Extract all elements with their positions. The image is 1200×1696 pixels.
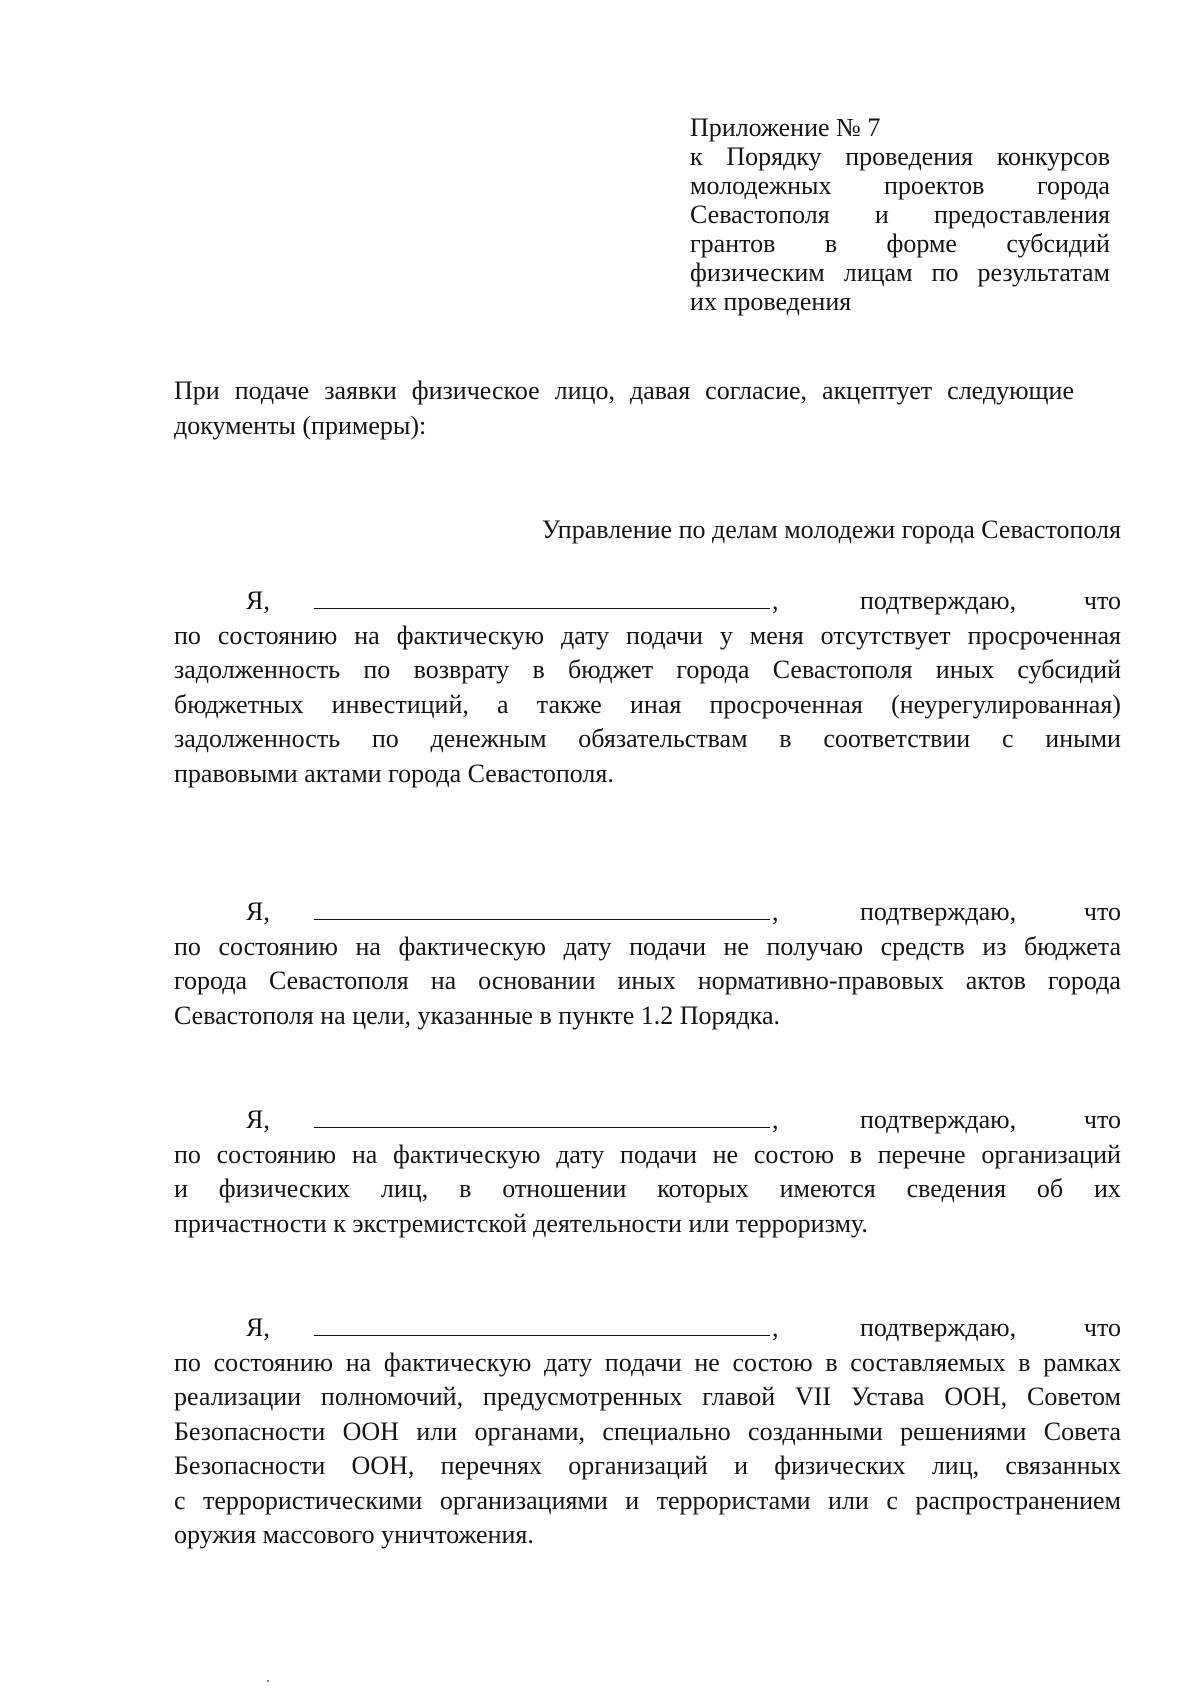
word: отношении: [502, 1174, 627, 1203]
paragraph-line-text: [174, 688, 1121, 723]
word: или: [416, 1416, 458, 1446]
word: в: [459, 1174, 472, 1203]
paragraph-line-text: [174, 930, 1121, 965]
word: распространением: [915, 1485, 1121, 1515]
paragraph-line: [174, 1484, 1121, 1519]
word: лицам: [843, 258, 913, 287]
word: которых: [657, 1174, 749, 1203]
word: бюджета: [1024, 931, 1121, 961]
addressee: Управление по делам молодежи города Севастополя: [541, 515, 1121, 544]
word: лиц,: [380, 1174, 429, 1203]
paragraph-line: [174, 688, 1121, 723]
word: Севастополя: [772, 655, 913, 684]
paragraph-line-text: [174, 653, 1121, 688]
word: предусмотренных: [482, 1382, 683, 1411]
word: форме: [886, 229, 957, 258]
word: дату: [563, 931, 612, 961]
paragraph-line: [174, 1518, 1121, 1553]
paragraph-line: [174, 722, 1121, 757]
paragraph-line: [174, 1207, 1121, 1242]
word: связанных: [1005, 1451, 1121, 1480]
word: террористическими: [203, 1485, 423, 1515]
word: с: [174, 1485, 186, 1515]
word: на: [351, 1139, 378, 1169]
word: с: [886, 1485, 898, 1515]
paragraph-line-text: [174, 619, 1121, 654]
paragraph-line-text: правовыми актами города Севастополя.: [174, 758, 614, 788]
word: состоянию: [217, 620, 338, 650]
word: у: [719, 620, 733, 650]
word: в: [825, 1347, 838, 1377]
paragraph-line-text: [174, 1415, 1121, 1450]
paragraph-line-text: [174, 1346, 1121, 1381]
confirm-word: подтверждаю,: [860, 897, 1017, 926]
paragraph-line-text: [174, 1449, 1121, 1484]
paragraph-line: [174, 1346, 1121, 1381]
word: грантов: [690, 229, 776, 258]
word: специально: [602, 1416, 731, 1446]
word: в: [1018, 1347, 1031, 1377]
word: получаю: [766, 931, 864, 961]
scan-speck: [267, 1680, 269, 1682]
word: Советом: [1027, 1382, 1121, 1411]
word: состоянию: [218, 931, 338, 961]
word: и: [174, 1174, 188, 1203]
word: и: [625, 1485, 640, 1515]
word: по: [363, 655, 391, 684]
word: Безопасности: [174, 1416, 326, 1446]
word: ООН,: [944, 1382, 1008, 1411]
comma: ,: [772, 586, 779, 615]
word: в: [824, 229, 838, 258]
word: перечнях: [440, 1451, 542, 1480]
word: обязательствам: [578, 724, 748, 753]
confirm-word: подтверждаю,: [860, 1313, 1017, 1342]
word: или: [828, 1485, 869, 1515]
appendix-line: их проведения: [690, 287, 852, 316]
word: конкурсов: [996, 142, 1110, 171]
word: бюджетных: [174, 689, 304, 719]
appendix-line: [690, 171, 1110, 200]
word: по: [931, 258, 959, 287]
word: Севастополя: [269, 966, 409, 995]
word: Безопасности: [174, 1451, 326, 1480]
paragraph-line: [174, 1449, 1121, 1484]
word: актов: [965, 966, 1026, 995]
word: дату: [556, 1139, 605, 1169]
word: иных: [935, 655, 995, 684]
word: проведения: [845, 142, 974, 171]
paragraph-line: [174, 653, 1121, 688]
word: задолженность: [174, 724, 341, 753]
word: составляемых: [850, 1347, 1006, 1377]
word: об: [1036, 1174, 1064, 1203]
paragraph-line: [174, 1415, 1121, 1450]
word: перечне: [877, 1139, 966, 1169]
paragraph-line-text: [174, 1138, 1121, 1173]
word: фактическую: [396, 620, 545, 650]
word: в: [532, 655, 545, 684]
word: проектов: [884, 171, 985, 200]
word: бюджет: [568, 655, 654, 684]
word: отсутствует: [820, 620, 951, 650]
word: также: [536, 689, 602, 719]
confirm-word: подтверждаю,: [860, 586, 1017, 615]
word: из: [982, 931, 1007, 961]
word: субсидий: [1006, 229, 1110, 258]
intro-line: [174, 373, 1074, 408]
word: не: [712, 1139, 739, 1169]
word: города: [1047, 966, 1121, 995]
paragraph-line: [174, 1380, 1121, 1415]
word: состоянию: [216, 1139, 337, 1169]
word: следующие: [947, 376, 1074, 405]
comma: ,: [772, 1105, 779, 1134]
paragraph-line-text: [174, 722, 1121, 757]
word: органами,: [474, 1416, 585, 1446]
word: субсидий: [1017, 655, 1121, 684]
word: денежным: [430, 724, 547, 753]
confirmation-heading-row: [174, 1101, 1121, 1138]
word: состою: [753, 1139, 834, 1169]
word: фактическую: [393, 1139, 541, 1169]
paragraph-line-text: оружия массового уничтожения.: [174, 1520, 534, 1549]
paragraph-line-text: [174, 1380, 1121, 1415]
word: дату: [544, 1347, 593, 1377]
word: физическим: [690, 258, 825, 287]
word: главой: [702, 1382, 776, 1411]
appendix-title: Приложение № 7: [690, 113, 881, 142]
word: Севастополя: [690, 200, 830, 229]
word: подачи: [626, 620, 703, 650]
comma: ,: [772, 897, 779, 926]
word: результатам: [977, 258, 1110, 287]
word: просроченная: [709, 689, 863, 719]
word: на: [430, 966, 457, 995]
word: физическое: [411, 376, 540, 405]
word: на: [355, 931, 381, 961]
word: по: [174, 1139, 201, 1169]
comma: ,: [772, 1313, 779, 1342]
word: сведения: [906, 1174, 1007, 1203]
word: лиц,: [931, 1451, 980, 1480]
word: решениями: [900, 1416, 1027, 1446]
word: подачи: [620, 1139, 697, 1169]
word: состою: [732, 1347, 813, 1377]
word: инвестиций,: [331, 689, 469, 719]
word: Устава: [850, 1382, 925, 1411]
paragraph-line-text: [174, 1484, 1121, 1519]
intro-text: [174, 373, 1114, 443]
word: задолженность: [174, 655, 341, 684]
appendix-line: [690, 200, 1110, 229]
word: подачи: [604, 1347, 682, 1377]
pronoun-label: Я,: [246, 586, 270, 615]
confirmation-heading-row: [174, 1309, 1121, 1346]
paragraph-line: [174, 1172, 1121, 1207]
word: на: [345, 1347, 372, 1377]
name-blank-line[interactable]: [314, 582, 770, 609]
word: физических: [774, 1451, 906, 1480]
word: на: [354, 620, 380, 650]
word: по: [174, 1347, 201, 1377]
word: подаче: [234, 376, 310, 405]
paragraph-line-text: Севастополя на цели, указанные в пункте 1.2 Порядка.: [174, 1000, 780, 1030]
paragraph-line: [174, 757, 1121, 792]
word: иная: [629, 689, 682, 719]
word: ООН: [342, 1416, 399, 1446]
appendix-line: [690, 258, 1110, 287]
word: террористами: [656, 1485, 811, 1515]
that-word: что: [1083, 1105, 1121, 1134]
confirmation-heading-row: [174, 582, 1121, 619]
word: заявки: [324, 376, 397, 405]
word: физических: [218, 1174, 351, 1203]
word: подачи: [629, 931, 706, 961]
word: по: [174, 931, 201, 961]
pronoun-label: Я,: [246, 1313, 270, 1342]
confirmation-paragraph-4: [174, 1309, 1121, 1553]
word: давая: [629, 376, 691, 405]
word: организациями: [439, 1485, 608, 1515]
confirm-word: подтверждаю,: [860, 1105, 1017, 1134]
appendix-line: [690, 142, 1110, 171]
confirmation-paragraph-1: [174, 582, 1121, 791]
appendix-line: [690, 229, 1110, 258]
paragraph-line: [174, 619, 1121, 654]
name-blank-line[interactable]: [314, 1309, 770, 1336]
word: согласие,: [705, 376, 808, 405]
paragraph-line-text: [174, 964, 1121, 999]
word: (неурегулированная): [891, 689, 1121, 719]
word: нормативно-правовых: [697, 966, 944, 995]
word: Порядку: [726, 142, 822, 171]
word: не: [723, 931, 749, 961]
paragraph-line: [174, 1138, 1121, 1173]
word: и: [874, 200, 889, 229]
word: иными: [1045, 724, 1121, 753]
word: просроченная: [967, 620, 1121, 650]
word: организаций: [568, 1451, 708, 1480]
word: имеются: [779, 1174, 876, 1203]
confirmation-heading-row: [174, 893, 1121, 930]
paragraph-line-text: причастности к экстремистской деятельности или терроризму.: [174, 1208, 868, 1238]
word: возврату: [413, 655, 510, 684]
word: города: [676, 655, 750, 684]
that-word: что: [1083, 586, 1121, 615]
confirmation-paragraph-3: [174, 1101, 1121, 1241]
word: созданными: [748, 1416, 883, 1446]
word: рамках: [1043, 1347, 1121, 1377]
word: полномочий,: [320, 1382, 464, 1411]
word: Совета: [1043, 1416, 1121, 1446]
name-blank-line[interactable]: [314, 893, 770, 920]
that-word: что: [1083, 1313, 1121, 1342]
paragraph-line-text: [174, 1172, 1121, 1207]
pronoun-label: Я,: [246, 1105, 270, 1134]
word: предоставления: [934, 200, 1110, 229]
word: не: [694, 1347, 720, 1377]
word: лицо,: [554, 376, 615, 405]
confirmation-paragraph-2: [174, 893, 1121, 1033]
word: с: [1001, 724, 1014, 753]
word: по: [371, 724, 399, 753]
word: VII: [795, 1382, 832, 1411]
paragraph-line: [174, 964, 1121, 999]
appendix-header: [690, 113, 1110, 316]
word: иных: [617, 966, 676, 995]
word: молодежных: [690, 171, 832, 200]
word: организаций: [981, 1139, 1121, 1169]
word: основании: [478, 966, 596, 995]
intro-line: документы (примеры):: [174, 411, 427, 440]
paragraph-line: [174, 930, 1121, 965]
word: в: [849, 1139, 862, 1169]
word: реализации: [174, 1382, 302, 1411]
word: к: [690, 142, 703, 171]
word: ООН,: [351, 1451, 415, 1480]
word: соответствии: [823, 724, 971, 753]
pronoun-label: Я,: [246, 897, 270, 926]
word: их: [1093, 1174, 1121, 1203]
word: и: [734, 1451, 748, 1480]
word: фактическую: [383, 1347, 532, 1377]
word: города: [174, 966, 248, 995]
word: состоянию: [213, 1347, 334, 1377]
word: средств: [880, 931, 965, 961]
name-blank-line[interactable]: [314, 1101, 770, 1128]
word: акцептует: [822, 376, 933, 405]
word: дату: [561, 620, 610, 650]
word: по: [174, 620, 201, 650]
word: а: [497, 689, 509, 719]
word: фактическую: [398, 931, 546, 961]
that-word: что: [1083, 897, 1121, 926]
word: При: [174, 376, 220, 405]
word: города: [1036, 171, 1110, 200]
word: в: [779, 724, 792, 753]
word: меня: [749, 620, 804, 650]
paragraph-line: [174, 999, 1121, 1034]
